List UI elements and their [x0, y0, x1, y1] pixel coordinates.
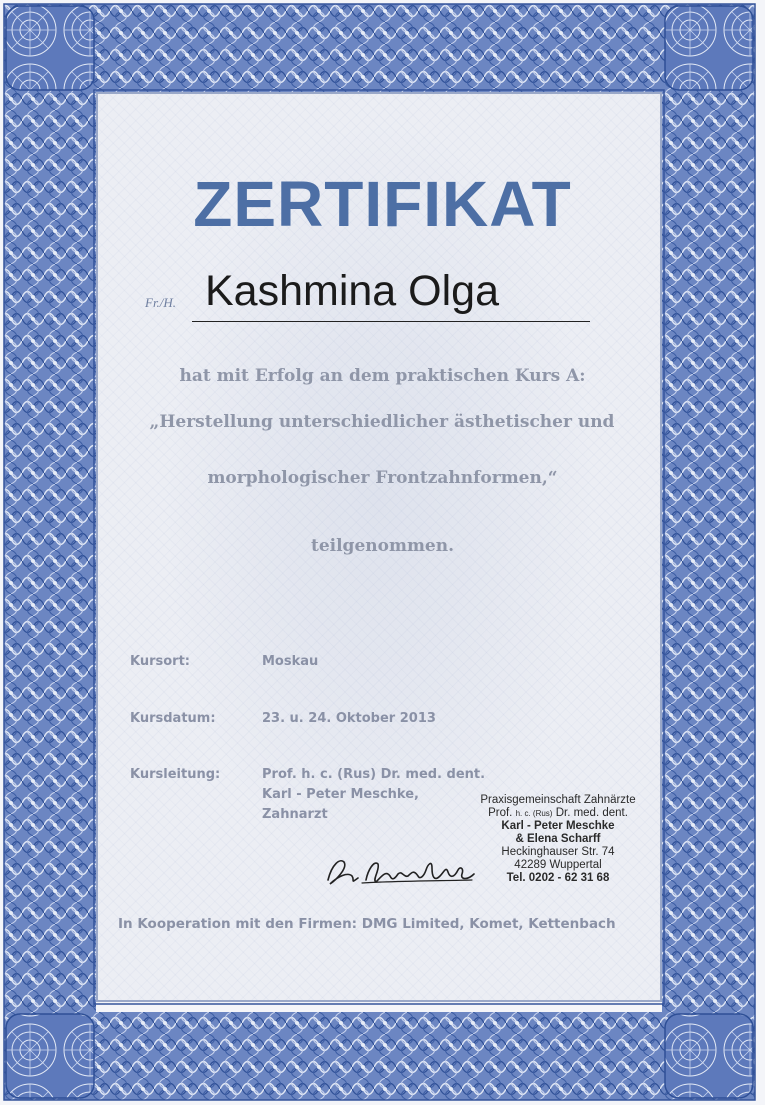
lead-line-2: Karl - Peter Meschke, — [262, 787, 419, 802]
certificate-title: ZERTIFIKAT — [193, 168, 572, 240]
stamp-line-4: & Elena Scharff — [515, 833, 601, 845]
body-line-2: „Herstellung unterschiedlicher ästhetischer und — [149, 412, 615, 432]
handwritten-signature — [322, 850, 492, 892]
stamp-line-7: Tel. 0202 - 62 31 68 — [506, 872, 610, 884]
body-line-1: hat mit Erfolg an dem praktischen Kurs A: — [179, 366, 586, 386]
lead-line-1: Prof. h. c. (Rus) Dr. med. dent. — [262, 767, 486, 782]
date-label: Kursdatum: — [130, 711, 216, 726]
lead-line-3: Zahnarzt — [262, 807, 328, 822]
stamp-line-2 — [463, 807, 653, 820]
stamp-line-2-prefix: Prof. — [488, 807, 513, 819]
lead-label: Kursleitung: — [130, 767, 221, 782]
cooperation-line: In Kooperation mit den Firmen: DMG Limited, Komet, Kettenbach — [118, 916, 616, 932]
name-underline — [192, 321, 590, 322]
stamp-line-6: 42289 Wuppertal — [514, 859, 602, 871]
body-line-4: teilgenommen. — [310, 536, 455, 556]
stamp-line-2-small: h. c. (Rus) — [515, 809, 553, 818]
stamp-line-5: Heckinghauser Str. 74 — [501, 846, 615, 858]
stamp-line-1: Praxisgemeinschaft Zahnärzte — [480, 794, 636, 806]
salutation: Fr./H. — [145, 295, 177, 310]
location-label: Kursort: — [130, 654, 191, 669]
body-line-3: morphologischer Frontzahnformen,“ — [207, 468, 558, 488]
stamp-line-2-suffix: Dr. med. dent. — [555, 807, 628, 819]
location-value: Moskau — [262, 654, 319, 669]
stamp-line-3: Karl - Peter Meschke — [501, 820, 615, 832]
date-value: 23. u. 24. Oktober 2013 — [262, 711, 436, 726]
recipient-name: Kashmina Olga — [205, 267, 499, 315]
